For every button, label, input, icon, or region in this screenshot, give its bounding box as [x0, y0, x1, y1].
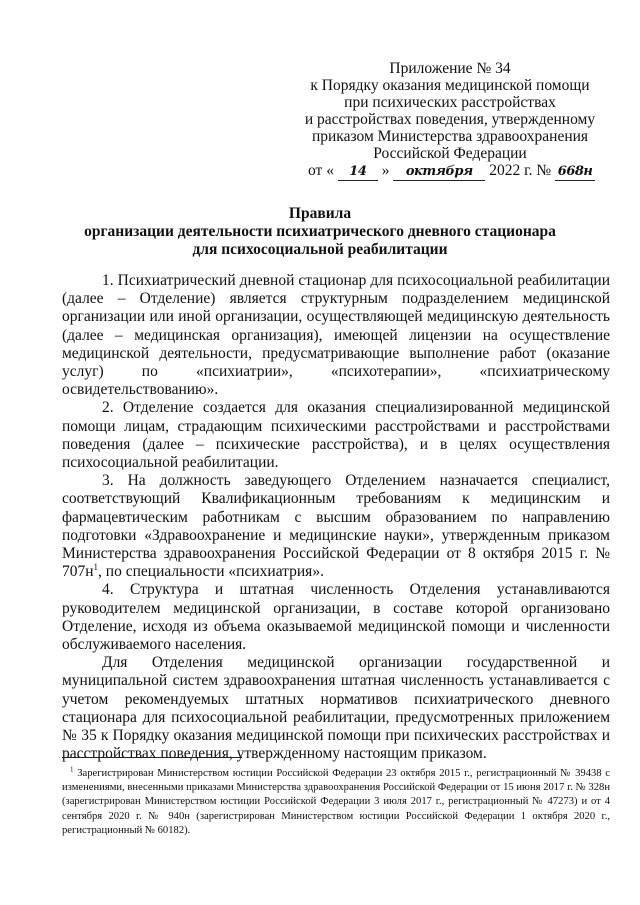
date-prefix: от « — [308, 162, 334, 179]
appendix-line: к Порядку оказания медицинской помощи — [310, 77, 590, 94]
order-number-field — [555, 162, 595, 181]
appendix-line: и расстройствах поведения, утвержденному — [304, 111, 596, 128]
footnote-divider — [62, 757, 242, 758]
paragraph-5: Для Отделения медицинской организации государственной и муниципальной систем здравоохранения штатная численность устанавливается с учетом рекомендуемых штатных нормативов психиатрического дневного стационара для психосоциальной реабилитации, предусмотренных приложением № 35 к Порядку оказания медицинской помощи при психических расстройствах и расстройствах поведения, утвержденному настоящим приказом. — [62, 654, 610, 763]
footnote-text: Зарегистрирован Министерством юстиции Российской Федерации 23 октября 2015 г., регистрационный № 39438 с изменениями, внесенными приказами Министерства здравоохранения Российской Федерации от 15 июня 2017 г. № 328н (зарегистрирован Министерством юстиции Российской Федерации 3 июля 2017 г., регистрационный № 47273) и от 4 сентября 2020 г. № 940н (зарегистрирован Министерством юстиции Российской Федерации 1 октября 2020 г., регистрационный № 60182). — [62, 768, 610, 836]
date-month: октября — [405, 164, 473, 179]
date-month-field — [393, 162, 485, 181]
appendix-title: Приложение № 34 — [389, 60, 511, 77]
paragraph-3-text: 3. На должность заведующего Отделением назначается специалист, соответствующий Квалификационным требованиям к медицинским и фармацевтическим работникам с высшим образованием по направлению подготовки «Здравоохранение и медицинские науки», утвержденным приказом Министерства здравоохранения Российской Федерации от 8 октября 2015 г. № 707н — [62, 472, 610, 581]
title-line: Правила — [288, 205, 352, 222]
title-line: организации деятельности психиатрического дневного стационара — [84, 223, 556, 240]
appendix-line: при психических расстройствах — [344, 94, 556, 111]
paragraph-3-tail: , по специальности «психиатрия». — [98, 563, 324, 581]
paragraph-1: 1. Психиатрический дневной стационар для психосоциальной реабилитации (далее – Отделение) является структурным подразделением медицинской организации или иной организации, осуществляющей медицинскую деятельность (далее – медицинская организация), имеющей лицензии на осуществление медицинской деятельности, предусматривающие выполнение работ (оказание услуг) по «психиатрии», «психотерапии», «психиатрическому освидетельствованию». — [62, 272, 610, 399]
footnote-marker: 1 — [70, 765, 74, 774]
paragraph-3 — [62, 472, 610, 581]
appendix-header — [300, 60, 600, 181]
date-year: 2022 г. № — [489, 162, 552, 179]
paragraph-2: 2. Отделение создается для оказания специализированной медицинской помощи лицам, страдающим психическими расстройствами и расстройствами поведения (далее – психические расстройства), и в целях осуществления психосоциальной реабилитации. — [62, 399, 610, 472]
document-body — [62, 272, 610, 763]
order-number: 668н — [557, 164, 593, 179]
title-line: для психосоциальной реабилитации — [192, 241, 448, 258]
paragraph-4: 4. Структура и штатная численность Отделения устанавливаются руководителем медицинской организации, в составе которой организовано Отделение, исходя из объема оказываемой медицинской помощи и численности обслуживаемого населения. — [62, 581, 610, 654]
footnote — [62, 767, 610, 838]
footnote-reference: 1 — [93, 562, 99, 573]
date-day: 14 — [349, 164, 367, 179]
order-date-line — [300, 162, 600, 181]
document-title — [40, 205, 600, 259]
appendix-line: приказом Министерства здравоохранения — [311, 128, 589, 145]
date-day-field — [338, 162, 378, 181]
date-mid: » — [381, 162, 390, 179]
appendix-line: Российской Федерации — [373, 145, 527, 162]
